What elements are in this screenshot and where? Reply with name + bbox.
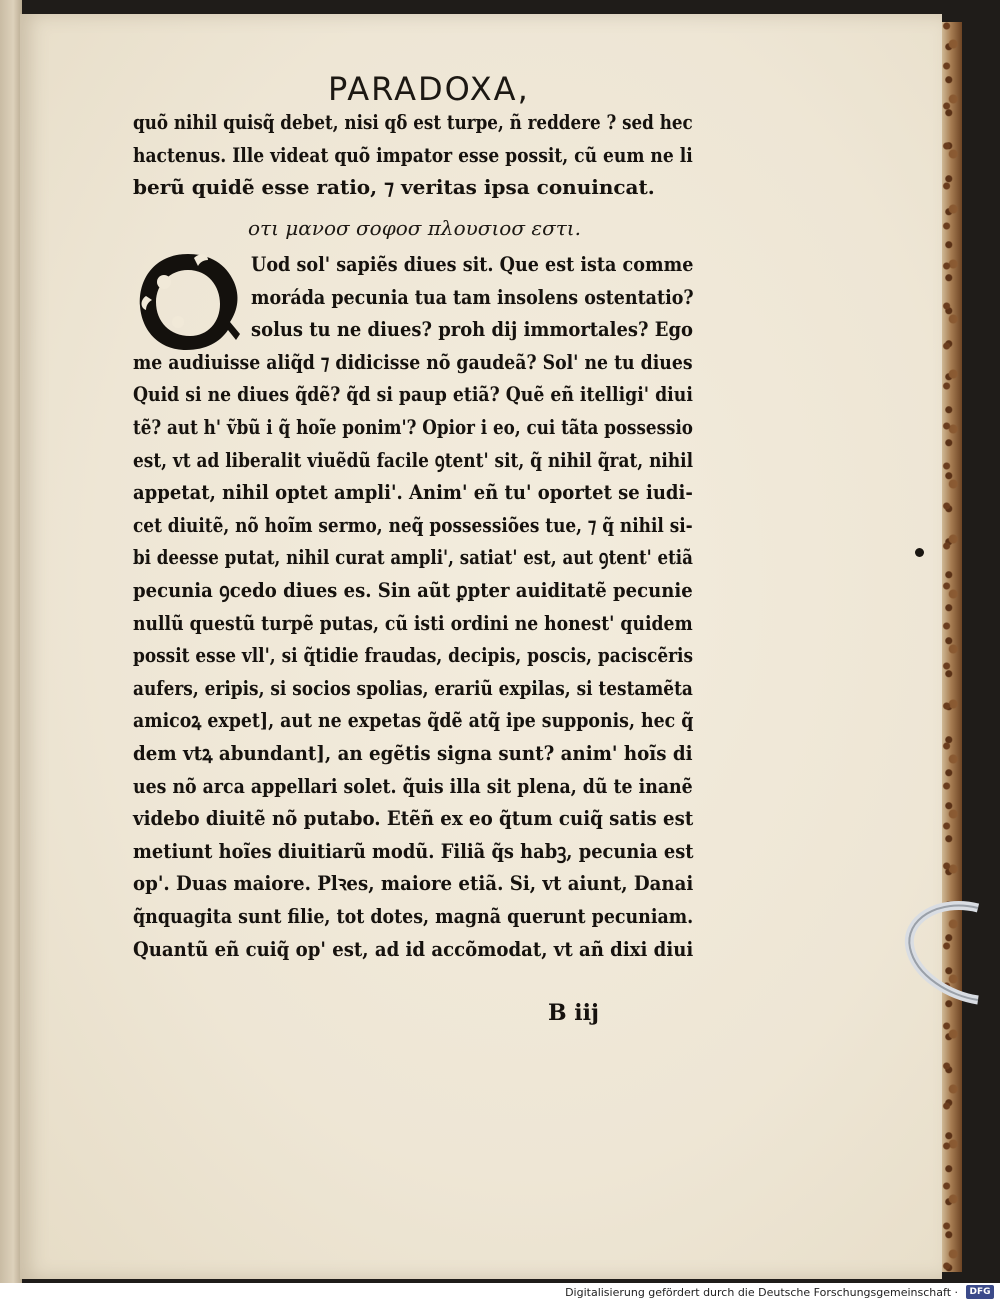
text-line: amicoꝝ expet], aut ne expetas q̃dẽ atq̃ ipe supponis, hec q̃ (133, 708, 694, 733)
text-line: solus tu ne diues? proh dij immortales? Ego (251, 317, 693, 342)
text-line: appetat, nihil optet ampli'. Anim' eñ tu' oportet se iudi- (133, 480, 693, 505)
text-line: nullũ questũ turpẽ putas, cũ isti ordini ne honest' quidem (133, 610, 693, 635)
text-line: metiunt hoĩes diuitiarũ modũ. Filiã q̃s habꝫ, pecunia est (133, 838, 694, 863)
text-line: aufers, eripis, si socios spolias, erariũ expilas, si testamẽta (133, 675, 693, 700)
text-line: Uod sol' sapiẽs diues sit. Que est ista comme (251, 252, 694, 276)
ink-dot (915, 548, 924, 557)
text-line: dem vtꝝ abundant], an egẽtis signa sunt? anim' hoĩs di (133, 741, 693, 765)
greek-heading: οτι μανοσ σοφοσ πλουσιοσ εστι. (248, 216, 581, 240)
text-line: me audiuisse aliq̃d ⁊ didicisse nõ gaudeã? Sol' ne tu diues (133, 349, 693, 374)
text-line: cet diuitẽ, nõ hoĩm sermo, neq̃ possessiões tue, ⁊ q̃ nihil si- (133, 512, 693, 537)
signature-mark: B iij (548, 1000, 599, 1026)
text-line: quõ nihil quisq̃ debet, nisi qδ est turpe, ñ reddere ? sed hec (133, 110, 693, 134)
text-line: hactenus. Ille videat quõ impator esse possit, cũ eum ne li (133, 142, 693, 167)
right-page-edge (940, 22, 962, 1272)
text-line: bi deesse putat, nihil curat ampli', satiat' est, aut ꝯtent' etiã (133, 545, 693, 570)
text-line: Quantũ eñ cuiq̃ op' est, ad id accõmodat, vt añ dixi diui (133, 936, 694, 961)
text-line: pecunia ꝯcedo diues es. Sin aũt ꝑpter auiditatẽ pecunie (133, 578, 693, 602)
text-line: q̃nquagita sunt filie, tot dotes, magnã querunt pecuniam. (133, 904, 694, 928)
left-page-edge (0, 0, 22, 1283)
text-line: tẽ? aut h' ṽbũ i q̃ hoĩe ponim'? Opior i eo, cui tãta possessio (133, 415, 693, 439)
text-line: berũ quidẽ esse ratio, ⁊ veritas ipsa conuincat. (133, 175, 655, 200)
decorated-initial-q (134, 248, 242, 356)
dfg-logo: DFG (966, 1285, 994, 1299)
text-line: moráda pecunia tua tam insolens ostentatio? (251, 284, 694, 309)
running-head: PARADOXA, (328, 70, 530, 108)
text-line: videbo diuitẽ nõ putabo. Etẽñ ex eo q̃tum cuiq̃ satis est (133, 806, 694, 831)
text-line: possit esse vll', si q̃tidie fraudas, decipis, poscis, paciscẽris (133, 643, 694, 668)
text-line: Quid si ne diues q̃dẽ? q̃d si paup etiã? Quẽ eñ itelligi' diui (133, 382, 693, 407)
page-clip (898, 900, 988, 1010)
text-line: ues nõ arca appellari solet. q̃uis illa sit plena, dũ te inanẽ (133, 773, 693, 798)
text-line: est, vt ad liberalit viuẽdũ facile ꝯtent' sit, q̃ nihil q̃rat, nihil (133, 447, 694, 472)
text-line: op'. Duas maiore. Plꝛes, maiore etiã. Si, vt aiunt, Danai (133, 871, 694, 896)
footer-credit: Digitalisierung gefördert durch die Deutsche Forschungsgemeinschaft · (565, 1286, 958, 1299)
